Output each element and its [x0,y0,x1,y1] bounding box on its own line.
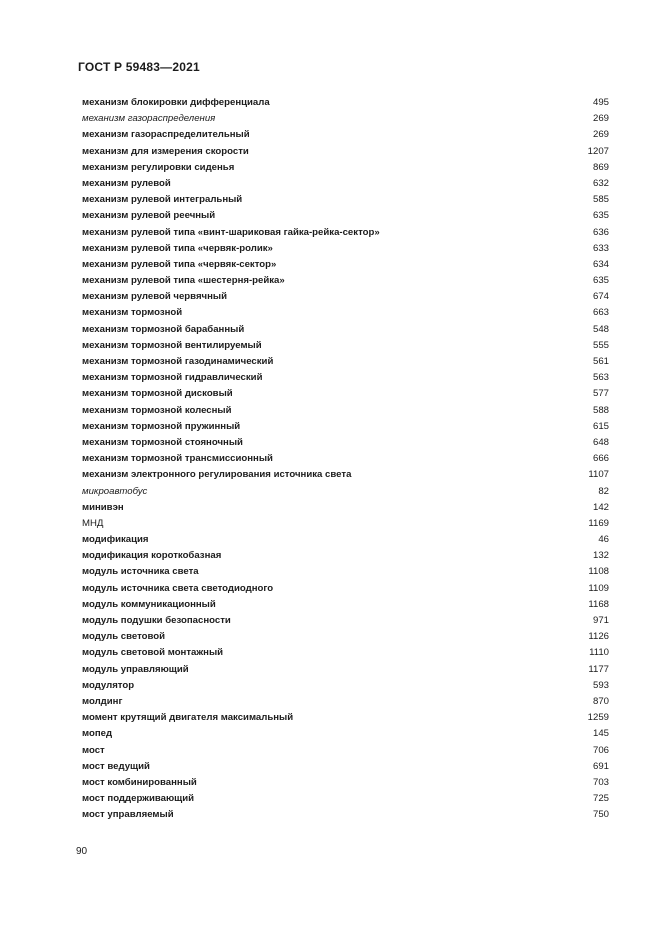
index-entry [82,791,609,807]
index-term: механизм электронного регулирования источника света [82,469,352,481]
index-page-number: 636 [592,226,609,238]
index-entry [82,305,609,321]
index-entry [82,403,609,419]
index-page-number: 635 [592,275,609,287]
index-entry [82,759,609,775]
index-term: механизм тормозной газодинамический [82,356,274,367]
index-term: механизм газораспределения [82,113,216,125]
index-page-number: 269 [592,113,609,125]
index-entry [82,370,609,386]
index-term: мост [82,744,105,756]
index-page-number: 869 [592,161,609,173]
index-entry [82,726,609,742]
index-page-number: 142 [592,501,609,513]
page-number: 90 [76,846,88,857]
index-page-number: 495 [592,97,609,108]
index-term: механизм тормозной [82,307,183,319]
index-entry [82,694,609,710]
index-term: механизм рулевой типа «червяк-сектор» [82,258,277,270]
index-entry [82,484,609,500]
index-term: модуль коммуникационный [82,598,216,610]
index-term: механизм газораспределительный [82,129,250,141]
index-page-number: 725 [592,793,609,805]
index-page-number: 691 [592,760,609,772]
index-entry [82,613,609,629]
index-entry [82,111,609,127]
index-term: мост поддерживающий [82,793,195,805]
index-term: модулятор [82,679,135,691]
index-entry [82,192,609,208]
index-page-number: 1126 [588,631,609,643]
index-page-number: 615 [592,420,609,432]
index-term: модуль подушки безопасности [82,615,231,626]
index-entry [82,581,609,597]
index-entry [82,743,609,759]
index-page-number: 870 [592,695,609,707]
index-page-number: 706 [592,744,609,756]
index-entry [82,208,609,224]
index-term: мост ведущий [82,760,150,772]
index-page-number: 561 [592,356,609,367]
index-page-number: 577 [592,388,609,400]
index-page-number: 1168 [588,598,609,610]
index-term: минивэн [82,501,124,513]
index-entry [82,532,609,548]
index-entry [82,775,609,791]
index-entry [82,322,609,338]
index-page-number: 632 [592,177,609,189]
term-index-list [82,95,609,823]
index-entry [82,257,609,273]
index-page-number: 634 [592,258,609,270]
index-entry [82,597,609,613]
index-entry [82,710,609,726]
index-entry [82,241,609,257]
index-page-number: 666 [592,453,609,465]
index-page-number: 555 [592,339,609,351]
index-entry [82,645,609,661]
index-term: механизм блокировки дифференциала [82,97,270,108]
index-page-number: 750 [592,809,609,821]
index-term: механизм рулевой реечный [82,210,216,222]
index-page-number: 1108 [588,566,609,578]
index-term: модификация короткобазная [82,550,222,562]
index-page-number: 145 [592,728,609,740]
index-entry [82,500,609,516]
index-page-number: 635 [592,210,609,222]
index-entry [82,95,609,111]
index-page-number: 585 [592,194,609,206]
index-entry [82,338,609,354]
index-entry [82,386,609,402]
index-term: модуль световой монтажный [82,647,224,659]
index-page-number: 1207 [587,145,609,157]
index-page-number: 82 [598,485,609,497]
index-term: модуль управляющий [82,663,189,675]
index-page-number: 563 [592,372,609,384]
index-term: механизм рулевой интегральный [82,194,243,206]
index-term: мост управляемый [82,809,174,821]
index-entry [82,127,609,143]
index-page-number: 548 [592,323,609,335]
index-page-number: 674 [592,291,609,303]
index-entry [82,548,609,564]
index-entry [82,678,609,694]
index-term: механизм тормозной гидравлический [82,372,263,384]
index-entry [82,160,609,176]
index-term: механизм тормозной барабанный [82,323,245,335]
index-term: модуль световой [82,631,166,643]
index-term: механизм тормозной колесный [82,404,232,416]
index-term: механизм регулировки сиденья [82,161,235,173]
index-entry [82,225,609,241]
index-page-number: 269 [592,129,609,141]
index-term: мост комбинированный [82,776,197,788]
index-page-number: 593 [592,679,609,691]
index-term: механизм тормозной стояночный [82,436,243,448]
index-term: МНД [82,517,104,529]
index-entry [82,419,609,435]
index-page-number: 1169 [588,517,609,529]
document-header: ГОСТ Р 59483—2021 [78,60,200,74]
index-term: модуль источника света [82,566,199,578]
index-term: механизм тормозной трансмиссионный [82,453,273,465]
index-page-number: 1177 [588,663,609,675]
index-term: механизм рулевой червячный [82,291,227,303]
index-page-number: 1110 [589,647,609,659]
index-entry [82,467,609,483]
index-entry [82,807,609,823]
index-term: мопед [82,728,113,740]
index-page-number: 46 [598,534,609,546]
index-entry [82,289,609,305]
index-entry [82,564,609,580]
index-term: механизм рулевой типа «винт-шариковая гайка-рейка-сектор» [82,226,380,238]
index-page-number: 1107 [588,469,609,481]
index-term: момент крутящий двигателя максимальный [82,712,294,724]
index-page-number: 132 [592,550,609,562]
index-page-number: 633 [592,242,609,254]
index-page-number: 648 [592,436,609,448]
index-entry [82,144,609,160]
index-entry [82,273,609,289]
index-term: механизм тормозной пружинный [82,420,241,432]
index-term: механизм тормозной вентилируемый [82,339,262,351]
index-term: модуль источника света светодиодного [82,582,274,594]
index-page-number: 663 [592,307,609,319]
index-entry [82,176,609,192]
index-entry [82,629,609,645]
index-term: механизм рулевой типа «червяк-ролик» [82,242,273,254]
index-term: микроавтобус [82,485,148,497]
index-term: молдинг [82,695,123,707]
index-entry [82,435,609,451]
index-entry [82,354,609,370]
index-term: механизм рулевой [82,177,171,189]
index-entry [82,451,609,467]
index-entry [82,662,609,678]
index-page-number: 971 [592,615,609,626]
index-page-number: 588 [592,404,609,416]
index-page-number: 1109 [588,582,609,594]
index-term: механизм тормозной дисковый [82,388,233,400]
index-term: механизм для измерения скорости [82,145,249,157]
index-term: механизм рулевой типа «шестерня-рейка» [82,275,285,287]
index-term: модификация [82,534,149,546]
index-page-number: 1259 [587,712,609,724]
index-entry [82,516,609,532]
index-page-number: 703 [592,776,609,788]
